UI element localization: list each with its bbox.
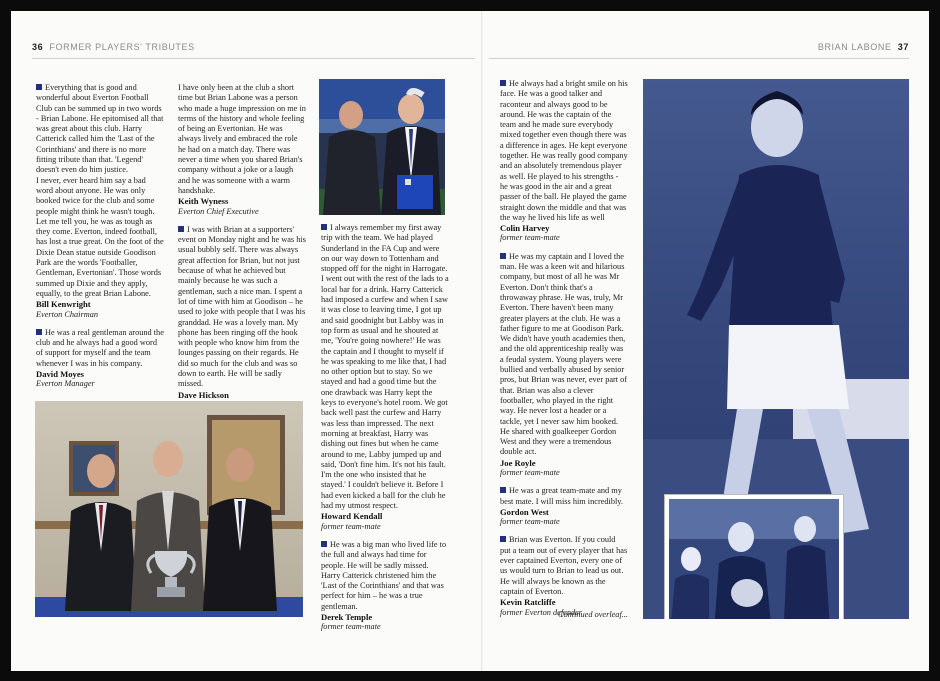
tribute-role: former team-mate — [321, 622, 381, 632]
left-section-title: FORMER PLAYERS' TRIBUTES — [49, 42, 195, 52]
tribute-role: former team-mate — [321, 521, 381, 531]
group-photo-image — [35, 401, 303, 617]
page-gutter — [481, 11, 483, 671]
tribute-author: David Moyes — [36, 369, 84, 380]
tribute-author: Dave Hickson — [178, 389, 229, 400]
bullet-icon — [500, 536, 506, 542]
column-1 — [36, 83, 164, 398]
bullet-icon — [321, 541, 327, 547]
tribute-wyness: I have only been at the club a short time but Brian Labone was a person who made a huge impression on me in terms of the history and whole feeling of being an Evertonian. He was always lively and embraced the role he had on a match day. There was never a time when you shared Brian's company without a joke or a laugh and he was someone with a warm handshake. Keith Wyness Everton Chief Executive — [178, 83, 306, 216]
bullet-icon — [36, 329, 42, 335]
tribute-role: Everton Manager — [36, 379, 95, 389]
tribute-author: Keith Wyness — [178, 196, 229, 207]
header-rule-left — [32, 58, 475, 59]
tribute-role: Everton Chief Executive — [178, 206, 259, 216]
right-page-number: 37 — [897, 42, 909, 52]
inset-team-photo-image — [669, 499, 839, 619]
tribute-harvey: He always had a bright smile on his face. He was a good talker and raconteur and always good to be around. He was the captain of the team and he made sure everybody mixed together even though there was a difference in ages. He kept everyone together. He was really good company and an absolutely tremendous player as well. He played to his strengths - he was good in the air and a great passer of the ball. He played the game straight down the middle and that was the way he lived his life as well Colin Harvey former team-mate — [500, 79, 628, 243]
tribute-west: He was a great team-mate and my best mate. I will miss him incredibly. Gordon West former team-mate — [500, 486, 628, 527]
tribute-role: Everton Chairman — [36, 309, 98, 319]
column-4 — [500, 79, 628, 626]
bullet-icon — [178, 226, 184, 232]
tribute-author: Joe Royle — [500, 457, 536, 468]
tribute-hickson: I was with Brian at a supporters' event on Monday night and he was his usual bubbly self. There was always great affection for Brian, but not just because of what he achieved but mainly because he was such a gentleman, such a nice man. I spent a lot of time with him at Goodison – he used to joke with people that I was his granddad. He was a lovely man. My phone has been ringing off the hook with people who know him from the lounges passing on their regards. He did so much for the club and was so down to earth. He will be sadly missed. Dave Hickson — [178, 225, 306, 410]
bullet-icon — [500, 80, 506, 86]
bullet-icon — [500, 487, 506, 493]
continued-overleaf: Continued overleaf... — [557, 610, 628, 619]
tribute-royle: He was my captain and I loved the man. He was a keen wit and hilarious company, but most of all he was Mr Everton. Don't think that's a throwaway phrase. He was, truly, Mr Everton. There haven't been many greater players at the club. He was a father figure to me at Goodison Park. We didn't have youth academies then, and the old apprenticeship really was a feudal system. Young players were bullied and verbally abused by senior pros, but Brian was never, ever part of that. Brian was also a clever footballer, who played in the right way. He never lost a header or a tackle, yet I never saw him booked. He shared with goalkeeper Gordon West and they were a tremendous double act. Joe Royle former team-mate — [500, 251, 628, 477]
tribute-role: former team-mate — [500, 467, 560, 477]
header-rule-right — [489, 58, 909, 59]
tribute-kendall: I always remember my first away trip with the team. We had played Sunderland in the FA Cup and were on our way down to Tottenham and stopped off for the night in Harrogate. I went out with the rest of the lads to a local bar for a drink. Harry Catterick had imposed a curfew and when I saw it was close to leaving time, I got up and said goodnight but Labby was in top form as usual and he shouted at me, 'You're going nowhere!' He was the captain and I thought to myself if he was speaking to me like that, I had no other option but to stay. So we stayed and had a good time but the one drawback was Harry kept the keys to everyone's hotel room. We got back well past the curfew and Harry was less than impressed. The next morning at breakfast, Harry was dishing out fines but when he came around to me, Labby jumped up and said, 'Don't fine him. It's not his fault. I'm the one who insisted that he stayed.' I couldn't believe it. Before I had even kicked a ball for the club he had my utmost respect. Howard Kendall former team-mate — [321, 223, 449, 531]
photo-group-with-trophy — [35, 401, 303, 617]
right-page-header — [818, 42, 909, 52]
bullet-icon — [500, 253, 506, 259]
tribute-role: former team-mate — [500, 517, 560, 527]
tribute-kenwright: Everything that is good and wonderful about Everton Football Club can be summed up in two words - Brian Labone. He epitomised all that was great about this club. Harry Catterick called him the 'Last of the Corinthians' and there is no more fitting tribute than that. 'Legend' doesn't even do him justice. I never, ever heard him say a bad word about anyone. He was only booked twice for the club and some people might think he wasn't tough. Let me tell you, he was as tough as they come. Everton, indeed football, has lost a true great. On the foot of the Dixie Dean statue outside Goodison Park are the words 'Footballer, Gentleman, Evertonian'. Those words summed up Dixie and they apply, equally, to the great Brian Labone. Bill Kenwright Everton Chairman — [36, 83, 164, 319]
left-page-header — [32, 42, 195, 52]
tribute-author: Howard Kendall — [321, 511, 383, 522]
tribute-role: former team-mate — [500, 233, 560, 243]
tribute-role: former Everton defender — [500, 607, 583, 617]
photo-presentation — [319, 79, 445, 215]
magazine-spread — [11, 11, 929, 671]
tribute-temple: He was a big man who lived life to the full and always had time for people. He will be sadly missed. Harry Catterick christened him the 'Last of the Corinthians' and that was perfect for him – he was a true gentleman. Derek Temple former team-mate — [321, 540, 449, 633]
tribute-author: Kevin Ratcliffe — [500, 597, 556, 608]
tribute-ratcliffe: Brian was Everton. If you could put a team out of every player that has ever captained Everton, every one of us would turn to Brian to lead us out. He will always be known as the captain of Everton. Kevin Ratcliffe former Everton defender — [500, 535, 628, 617]
tribute-author: Bill Kenwright — [36, 299, 91, 310]
tribute-author: Derek Temple — [321, 611, 373, 622]
tribute-moyes: He was a real gentleman around the club and he always had a good word of support for myself and the team whenever I was in his company. David Moyes Everton Manager — [36, 327, 164, 389]
column-3 — [321, 223, 449, 641]
bullet-icon — [321, 224, 327, 230]
photo-brian-labone-action — [643, 79, 909, 619]
presentation-photo-image — [319, 79, 445, 215]
photo-inset-frame — [665, 495, 843, 619]
left-page-number: 36 — [32, 42, 44, 52]
bullet-icon — [36, 84, 42, 90]
tribute-author: Gordon West — [500, 506, 549, 517]
tribute-author: Colin Harvey — [500, 223, 550, 234]
right-section-title: BRIAN LABONE — [817, 42, 892, 52]
column-2 — [178, 83, 306, 418]
